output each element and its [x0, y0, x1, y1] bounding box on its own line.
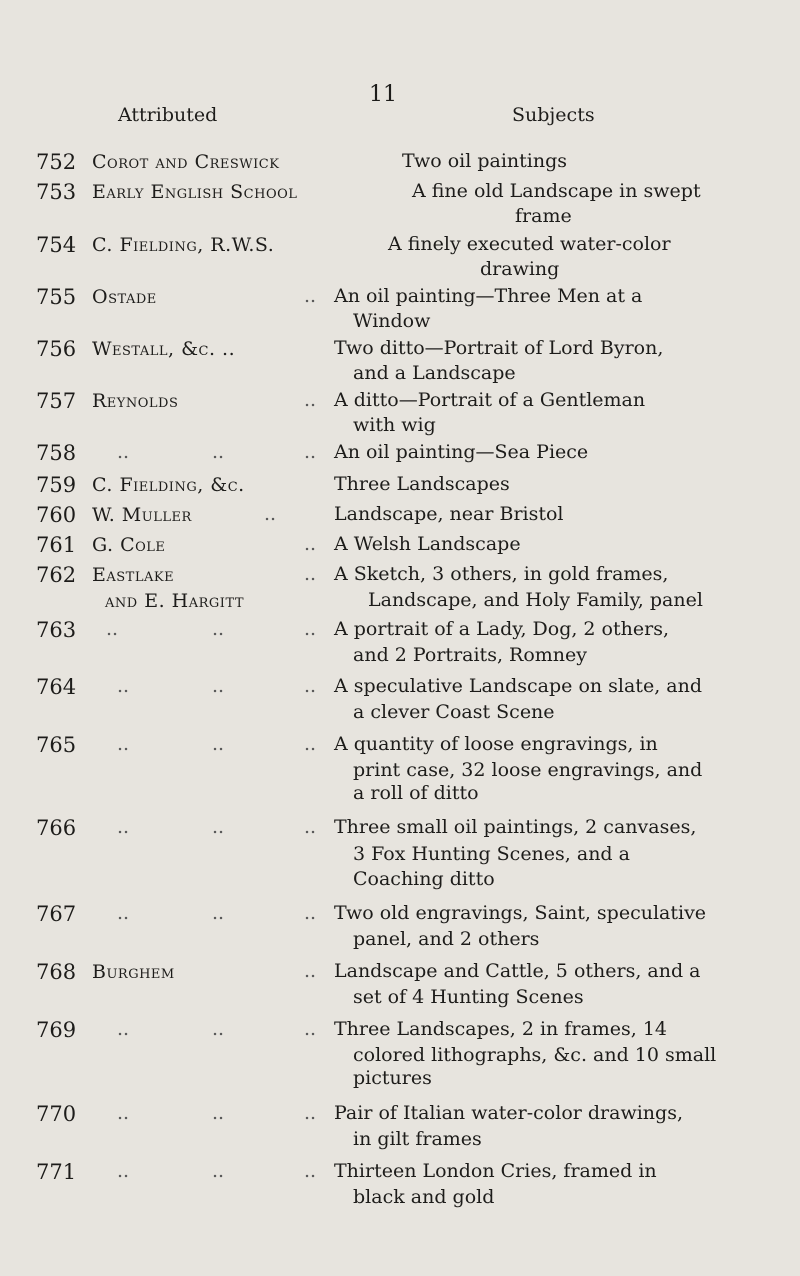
leader-dots: ..	[117, 733, 130, 755]
leader-dots: ..	[117, 441, 130, 463]
lot-subject: A speculative Landscape on slate, and	[334, 675, 702, 697]
leader-dots: ..	[212, 733, 225, 755]
page-number: 11	[369, 82, 397, 107]
lot-subject: A portrait of a Lady, Dog, 2 others,	[334, 618, 669, 640]
lot-subject-cont: a roll of ditto	[353, 782, 479, 804]
leader-dots: ..	[304, 563, 317, 585]
leader-dots: ..	[304, 675, 317, 697]
leader-dots: ..	[304, 1018, 317, 1040]
leader-dots: ..	[212, 441, 225, 463]
lot-attributed: Ostade	[92, 286, 157, 308]
leader-dots: ..	[304, 733, 317, 755]
lot-number: 766	[36, 816, 77, 840]
lot-number: 752	[36, 150, 77, 174]
lot-number: 761	[36, 533, 77, 557]
lot-attributed: Corot and Creswick	[92, 151, 280, 173]
lot-subject: A Sketch, 3 others, in gold frames,	[334, 563, 669, 585]
lot-attributed: Westall, &c. ..	[92, 338, 236, 360]
leader-dots: ..	[304, 1102, 317, 1124]
lot-subject-cont: in gilt frames	[353, 1128, 482, 1150]
lot-subject: A finely executed water-color	[388, 233, 671, 255]
lot-number: 768	[36, 960, 77, 984]
lot-subject: Three small oil paintings, 2 canvases,	[334, 816, 697, 838]
lot-subject-cont: panel, and 2 others	[353, 928, 540, 950]
lot-subject: Landscape and Cattle, 5 others, and a	[334, 960, 701, 982]
lot-attributed: Early English School	[92, 181, 298, 203]
lot-number: 767	[36, 902, 77, 926]
lot-number: 756	[36, 337, 77, 361]
leader-dots: ..	[212, 1160, 225, 1182]
lot-attributed: C. Fielding, &c.	[92, 474, 245, 496]
lot-subject-cont: set of 4 Hunting Scenes	[353, 986, 584, 1008]
lot-subject: Three Landscapes, 2 in frames, 14	[334, 1018, 668, 1040]
lot-subject: A Welsh Landscape	[334, 533, 521, 555]
lot-attributed: C. Fielding, R.W.S.	[92, 234, 275, 256]
lot-number: 765	[36, 733, 77, 757]
lot-subject-cont: and 2 Portraits, Romney	[353, 644, 587, 666]
leader-dots: ..	[117, 675, 130, 697]
leader-dots: ..	[117, 1160, 130, 1182]
lot-subject-cont: colored lithographs, &c. and 10 small	[353, 1044, 717, 1066]
lot-number: 771	[36, 1160, 77, 1184]
lot-subject-cont: print case, 32 loose engravings, and	[353, 759, 703, 781]
lot-subject: Two old engravings, Saint, speculative	[334, 902, 707, 924]
leader-dots: ..	[304, 902, 317, 924]
lot-subject-cont: 3 Fox Hunting Scenes, and a	[353, 843, 630, 865]
leader-dots: ..	[264, 503, 277, 525]
lot-attributed-cont: and E. Hargitt	[105, 590, 245, 612]
leader-dots: ..	[304, 816, 317, 838]
lot-number: 770	[36, 1102, 77, 1126]
lot-subject-cont: pictures	[353, 1067, 432, 1089]
leader-dots: ..	[117, 816, 130, 838]
leader-dots: ..	[212, 1102, 225, 1124]
lot-subject: An oil painting—Sea Piece	[334, 441, 589, 463]
leader-dots: ..	[117, 902, 130, 924]
lot-subject-cont: with wig	[353, 414, 436, 436]
lot-subject-cont: and a Landscape	[353, 362, 516, 384]
lot-number: 759	[36, 473, 77, 497]
lot-number: 762	[36, 563, 77, 587]
leader-dots: ..	[304, 441, 317, 463]
lot-subject: Thirteen London Cries, framed in	[334, 1160, 657, 1182]
leader-dots: ..	[304, 389, 317, 411]
lot-subject: Two oil paintings	[402, 150, 568, 172]
column-header-attributed: Attributed	[118, 104, 218, 126]
lot-subject-cont: black and gold	[353, 1186, 495, 1208]
leader-dots: ..	[212, 1018, 225, 1040]
leader-dots: ..	[212, 618, 225, 640]
lot-subject: A quantity of loose engravings, in	[334, 733, 658, 755]
lot-subject: Pair of Italian water-color drawings,	[334, 1102, 683, 1124]
lot-number: 753	[36, 180, 77, 204]
lot-number: 757	[36, 389, 77, 413]
lot-subject: Landscape, near Bristol	[334, 503, 564, 525]
lot-number: 760	[36, 503, 77, 527]
lot-subject-cont: Landscape, and Holy Family, panel	[368, 589, 703, 611]
lot-attributed: G. Cole	[92, 534, 166, 556]
lot-subject: Three Landscapes	[334, 473, 510, 495]
lot-subject-cont: frame	[515, 205, 572, 227]
lot-subject: A fine old Landscape in swept	[412, 180, 701, 202]
leader-dots: ..	[117, 1018, 130, 1040]
leader-dots: ..	[304, 1160, 317, 1182]
leader-dots: ..	[304, 960, 317, 982]
lot-number: 754	[36, 233, 77, 257]
lot-number: 758	[36, 441, 77, 465]
leader-dots: ..	[106, 618, 119, 640]
leader-dots: ..	[212, 675, 225, 697]
lot-subject: Two ditto—Portrait of Lord Byron,	[334, 337, 664, 359]
lot-number: 769	[36, 1018, 77, 1042]
lot-subject-cont: Window	[353, 310, 431, 332]
column-header-subjects: Subjects	[512, 104, 595, 126]
leader-dots: ..	[212, 902, 225, 924]
leader-dots: ..	[304, 285, 317, 307]
lot-number: 763	[36, 618, 77, 642]
lot-subject-cont: drawing	[480, 258, 560, 280]
lot-number: 764	[36, 675, 77, 699]
leader-dots: ..	[304, 618, 317, 640]
lot-attributed: W. Muller	[92, 504, 192, 526]
lot-attributed: Burghem	[92, 961, 175, 983]
lot-subject: An oil painting—Three Men at a	[334, 285, 643, 307]
lot-subject: A ditto—Portrait of a Gentleman	[334, 389, 646, 411]
lot-number: 755	[36, 285, 77, 309]
lot-attributed: Eastlake	[92, 564, 175, 586]
lot-subject-cont: a clever Coast Scene	[353, 701, 555, 723]
lot-subject-cont: Coaching ditto	[353, 868, 495, 890]
leader-dots: ..	[212, 816, 225, 838]
leader-dots: ..	[117, 1102, 130, 1124]
leader-dots: ..	[304, 533, 317, 555]
lot-attributed: Reynolds	[92, 390, 179, 412]
